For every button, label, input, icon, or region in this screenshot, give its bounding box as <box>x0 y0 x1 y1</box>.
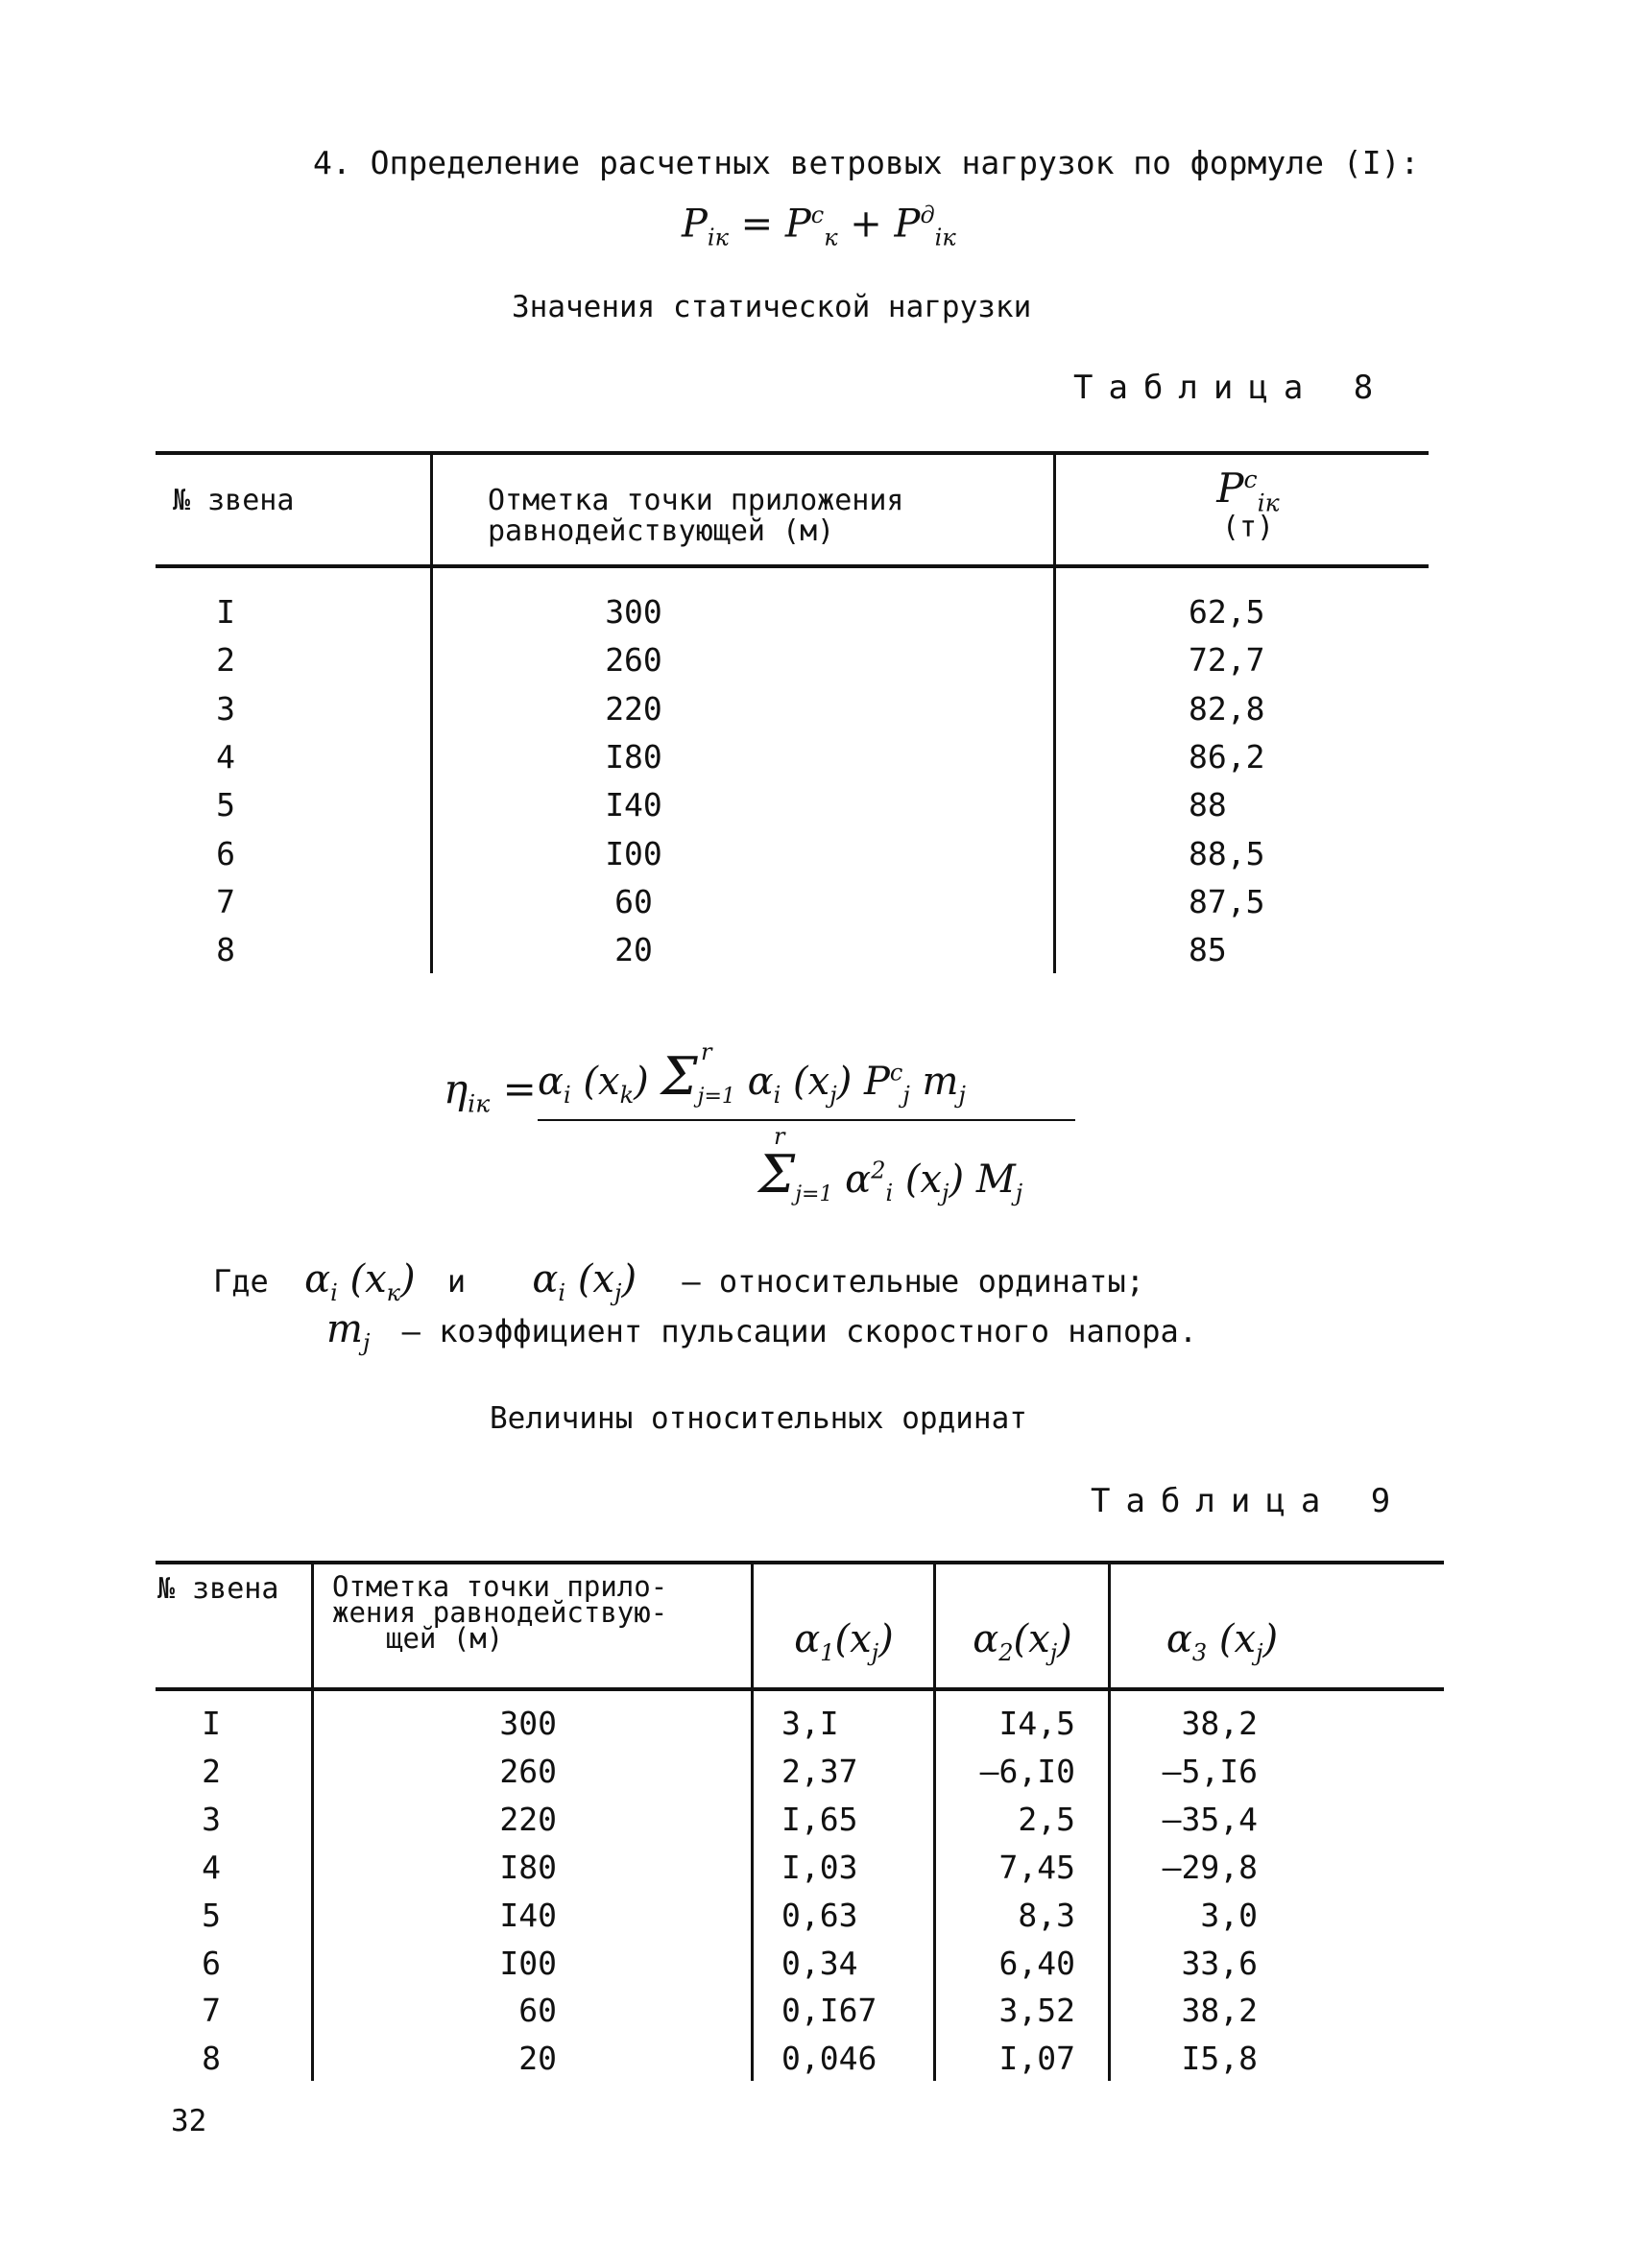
table9-cell-alpha3: 3,0 <box>1200 1897 1258 1934</box>
table8-cell-mark: I40 <box>605 786 662 824</box>
table8-cell-p: 85 <box>1189 931 1227 968</box>
table8-header-rule <box>156 564 1429 568</box>
formula-eta-fraction-bar <box>538 1119 1075 1121</box>
table9-cell-number: 4 <box>202 1849 221 1886</box>
table8-cell-p: 86,2 <box>1189 738 1265 776</box>
table9-cell-mark: 220 <box>499 1801 557 1838</box>
table8-cell-number: 4 <box>216 738 235 776</box>
table9-cell-alpha1: I,03 <box>781 1849 858 1886</box>
table8-cell-number: 6 <box>216 835 235 872</box>
table9-cell-mark: I80 <box>499 1849 557 1886</box>
formula-eta-denominator-limit: r <box>774 1123 785 1150</box>
table9-top-rule <box>156 1561 1444 1564</box>
table8-cell-number: 7 <box>216 883 235 920</box>
table8-cell-number: 2 <box>216 641 235 679</box>
table9-cell-number: 3 <box>202 1801 221 1838</box>
table8-header-unit: (т) <box>1221 511 1275 544</box>
table9-cell-mark: 260 <box>499 1753 557 1790</box>
table9-cell-alpha2: I,07 <box>998 2040 1075 2077</box>
table8-cell-p: 62,5 <box>1189 593 1265 631</box>
table9-cell-alpha2: 8,3 <box>1018 1897 1075 1934</box>
table8-cell-p: 82,8 <box>1189 690 1265 728</box>
table8-cell-p: 72,7 <box>1189 641 1265 679</box>
page-number: 32 <box>171 2104 207 2138</box>
table8-cell-mark: 20 <box>614 931 653 968</box>
table9-cell-alpha1: 3,I <box>781 1705 839 1742</box>
formula-main: $P_{iк} = P^c_к + P^д_{iк}$ <box>682 202 956 251</box>
table9-cell-mark: I00 <box>499 1945 557 1982</box>
table8-caption: Значения статической нагрузки <box>512 290 1032 324</box>
table9-header-number: № звена <box>157 1572 279 1606</box>
table8-top-rule <box>156 451 1429 455</box>
section-heading: 4. Определение расчетных ветровых нагрузок по формуле (I): <box>313 144 1420 181</box>
table9-vrule-1 <box>311 1564 314 2081</box>
table9-cell-alpha3: 38,2 <box>1181 1992 1258 2029</box>
table9-cell-number: I <box>202 1705 221 1742</box>
table8-cell-mark: 300 <box>605 593 662 631</box>
table9-cell-mark: 20 <box>518 2040 557 2077</box>
formula-eta-lhs: $\eta_{iк}$ = <box>444 1065 537 1118</box>
table8-cell-mark: I00 <box>605 835 662 872</box>
table9-cell-alpha3: 33,6 <box>1181 1945 1258 1982</box>
table9-header-mark: Отметка точки прило- жения равнодействую- щей (м) <box>332 1570 668 1655</box>
table9-cell-number: 6 <box>202 1945 221 1982</box>
table9-cell-alpha1: 0,63 <box>781 1897 858 1934</box>
table9-cell-alpha2: 7,45 <box>998 1849 1075 1886</box>
table9-vrule-3 <box>933 1564 936 2081</box>
table9-header-rule <box>156 1687 1444 1691</box>
table9-label: Таблица 9 <box>1091 1482 1406 1520</box>
table8-vrule-1 <box>430 455 433 973</box>
table9-cell-alpha3: –35,4 <box>1162 1801 1258 1838</box>
table9-cell-alpha3: 38,2 <box>1181 1705 1258 1742</box>
formula-eta-numerator: $\alpha_i$ $(x_k)$ $\Sigma_{j=1}$ $\alpha_i$ $(x_j)$ $P^c_j$ $m_j$ <box>538 1046 966 1109</box>
table9-cell-number: 5 <box>202 1897 221 1934</box>
table9-cell-alpha3: –5,I6 <box>1162 1753 1258 1790</box>
table9-cell-alpha3: –29,8 <box>1162 1849 1258 1886</box>
table8-cell-number: 3 <box>216 690 235 728</box>
formula-eta-numerator-limit: r <box>701 1039 712 1065</box>
table9-cell-alpha2: –6,I0 <box>979 1753 1075 1790</box>
table9-vrule-2 <box>751 1564 754 2081</box>
table8-header-p-symbol: $P^c_{iк}$ <box>1216 465 1280 517</box>
table9-cell-alpha2: 3,52 <box>998 1992 1075 2029</box>
table8-cell-p: 88 <box>1189 786 1227 824</box>
table9-cell-alpha2: 6,40 <box>998 1945 1075 1982</box>
table8-header-mark: Отметка точки приложения равнодействующей (м) <box>488 484 904 548</box>
table9-header-alpha2: $\alpha_2(x_j)$ <box>973 1617 1072 1666</box>
table8-cell-number: 8 <box>216 931 235 968</box>
table9-cell-mark: 300 <box>499 1705 557 1742</box>
table8-vrule-2 <box>1053 455 1056 973</box>
table9-cell-alpha1: 0,34 <box>781 1945 858 1982</box>
table9-header-alpha3: $\alpha_3$ $(x_j)$ <box>1165 1617 1279 1666</box>
where-line-1: Где $\alpha_i$ $(x_к)$ и $\alpha_i$ $(x_j)$ – относительные ординаты; <box>213 1257 1144 1306</box>
table8-cell-p: 87,5 <box>1189 883 1265 920</box>
table9-cell-alpha1: I,65 <box>781 1801 858 1838</box>
table9-cell-mark: I40 <box>499 1897 557 1934</box>
table9-cell-number: 8 <box>202 2040 221 2077</box>
table8-cell-mark: 220 <box>605 690 662 728</box>
table9-vrule-4 <box>1108 1564 1111 2081</box>
table9-cell-number: 7 <box>202 1992 221 2029</box>
table8-header-number: № звена <box>173 484 295 517</box>
table9-cell-alpha3: I5,8 <box>1181 2040 1258 2077</box>
table8-label: Таблица 8 <box>1073 369 1389 407</box>
table8-cell-mark: I80 <box>605 738 662 776</box>
table9-cell-alpha1: 2,37 <box>781 1753 858 1790</box>
table9-cell-number: 2 <box>202 1753 221 1790</box>
formula-eta-denominator: $\Sigma_{j=1}$ $\alpha^2_i$ $(x_j)$ $M_j$ <box>758 1144 1023 1206</box>
table9-cell-alpha1: 0,046 <box>781 2040 877 2077</box>
table8-cell-number: I <box>216 593 235 631</box>
table9-cell-alpha1: 0,I67 <box>781 1992 877 2029</box>
table9-cell-alpha2: I4,5 <box>998 1705 1075 1742</box>
table8-cell-number: 5 <box>216 786 235 824</box>
where-line-2: $m_j$ – коэффициент пульсации скоростного напора. <box>326 1307 1198 1356</box>
table9-cell-alpha2: 2,5 <box>1018 1801 1075 1838</box>
table9-cell-mark: 60 <box>518 1992 557 2029</box>
table8-cell-mark: 60 <box>614 883 653 920</box>
table8-cell-mark: 260 <box>605 641 662 679</box>
table8-cell-p: 88,5 <box>1189 835 1265 872</box>
table9-header-alpha1: $\alpha_1(x_j)$ <box>794 1617 894 1666</box>
table9-caption: Величины относительных ординат <box>490 1401 1027 1436</box>
